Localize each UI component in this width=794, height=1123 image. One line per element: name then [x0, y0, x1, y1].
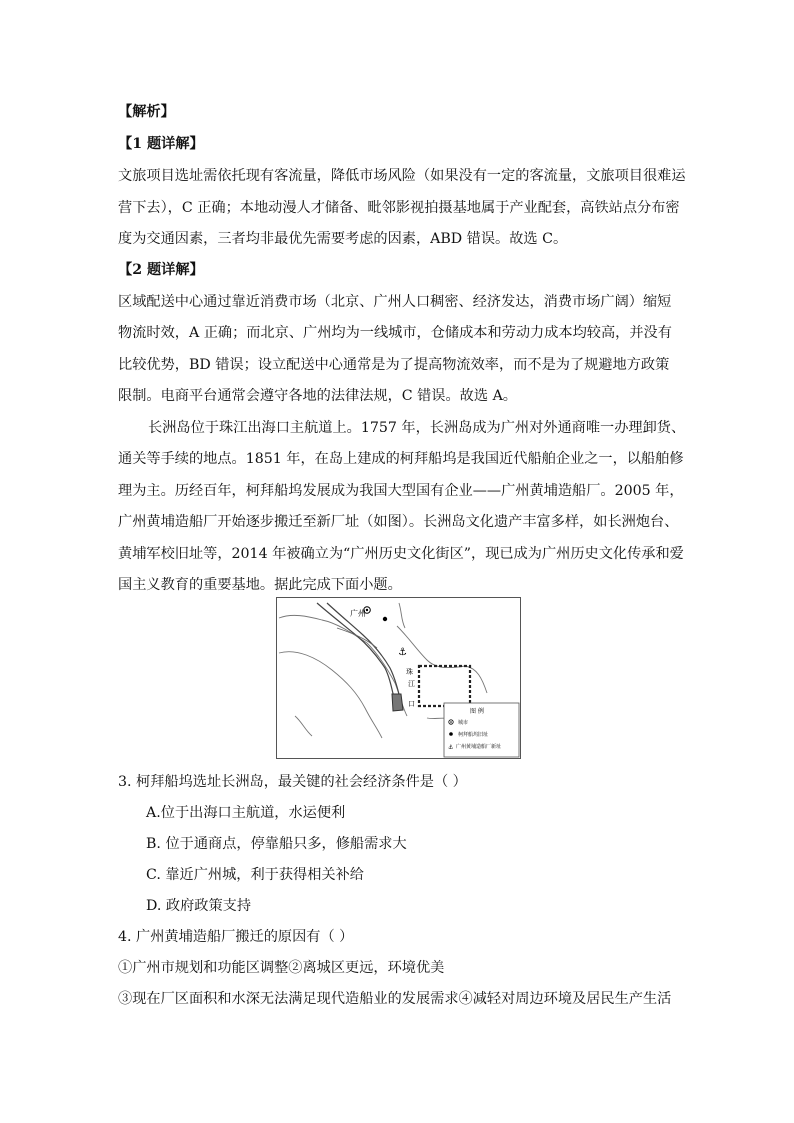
new-site-area — [419, 666, 470, 706]
coastline — [399, 603, 405, 628]
legend-item-old-site: 柯拜船坞旧址 — [458, 732, 489, 738]
river-label-char: 口 — [408, 700, 415, 708]
analysis-header: 【解析】 — [118, 104, 175, 120]
city-label: 广州 — [350, 609, 366, 618]
question-3-option-a: A.位于出海口主航道，水运便利 — [146, 805, 346, 821]
q2-analysis-header: 【2 题详解】 — [118, 262, 204, 278]
river-label-char: 珠 — [406, 668, 413, 676]
dockyard-island — [392, 694, 403, 711]
coastline — [279, 652, 382, 738]
legend-old-site-icon — [449, 732, 453, 736]
question-4-stem: 4. 广州黄埔造船厂搬迁的原因有（ ） — [118, 929, 354, 945]
coastline — [295, 716, 312, 736]
q1-analysis-header: 【1 题详解】 — [118, 136, 204, 152]
question-3-option-b: B. 位于通商点，停靠船只多，修船需求大 — [146, 836, 407, 852]
q2-analysis-line: 比较优势，BD 错误；设立配送中心通常是为了提高物流效率，而不是为了规避地方政策 — [118, 357, 670, 373]
old-site-marker — [383, 617, 387, 621]
river — [337, 628, 377, 648]
q1-analysis-line: 度为交通因素，三者均非最优先需要考虑的因素，ABD 错误。故选 C。 — [118, 231, 568, 247]
passage-line: 广州黄埔造船厂开始逐步搬迁至新厂址（如图）。长洲岛文化遗产丰富多样，如长洲炮台、 — [118, 514, 679, 530]
q2-analysis-line: 区域配送中心通过靠近消费市场（北京、广州人口稠密、经济发达，消费市场广阔）缩短 — [118, 294, 672, 310]
q2-analysis-line: 限制。电商平台通常会遵守各地的法律法规，C 错误。故选 A。 — [118, 388, 517, 404]
passage-line: 黄埔军校旧址等，2014 年被确立为“广州历史文化街区”，现已成为广州历史文化传承和爱 — [118, 546, 684, 562]
passage-line: 长洲岛位于珠江出海口主航道上。1757 年，长洲岛成为广州对外通商唯一办理卸货、 — [148, 420, 686, 436]
anchor-icon: ⚓ — [398, 647, 407, 658]
passage-line: 国主义教育的重要基地。据此完成下面小题。 — [118, 577, 402, 593]
river-label-char: 江 — [408, 680, 415, 688]
passage-line: 通关等手续的地点。1851 年，在岛上建成的柯拜船坞是我国近代船舶企业之一，以船舶修 — [118, 451, 684, 467]
legend-item-new-site: 广州黄埔造船厂新址 — [456, 744, 502, 750]
question-3-stem: 3. 柯拜船坞选址长洲岛，最关键的社会经济条件是（ ） — [118, 774, 467, 790]
q1-analysis-line: 营下去），C 正确；本地动漫人才储备、毗邻影视拍摄基地属于产业配套，高铁站点分布密 — [118, 200, 680, 216]
location-map — [276, 597, 521, 759]
question-3-option-c: C. 靠近广州城，利于获得相关补给 — [146, 867, 364, 883]
map-drawing — [277, 598, 520, 758]
question-3-option-d: D. 政府政策支持 — [146, 898, 252, 914]
q1-analysis-line: 文旅项目选址需依托现有客流量，降低市场风险（如果没有一定的客流量，文旅项目很难运 — [118, 168, 686, 184]
legend-anchor-icon: ⚓ — [448, 744, 454, 751]
question-4-line: ①广州市规划和功能区调整②离城区更远，环境优美 — [118, 960, 445, 976]
legend-title: 图 例 — [470, 708, 484, 715]
question-4-line: ③现在厂区面积和水深无法满足现代造船业的发展需求④减轻对周边环境及居民生产生活 — [118, 991, 672, 1007]
q2-analysis-line: 物流时效，A 正确；而北京、广州均为一线城市，仓储成本和劳动力成本均较高，并没有 — [118, 325, 672, 341]
passage-line: 理为主。历经百年，柯拜船坞发展成为我国大型国有企业——广州黄埔造船厂。2005 年， — [118, 483, 684, 499]
legend-item-city: 城市 — [458, 720, 469, 726]
